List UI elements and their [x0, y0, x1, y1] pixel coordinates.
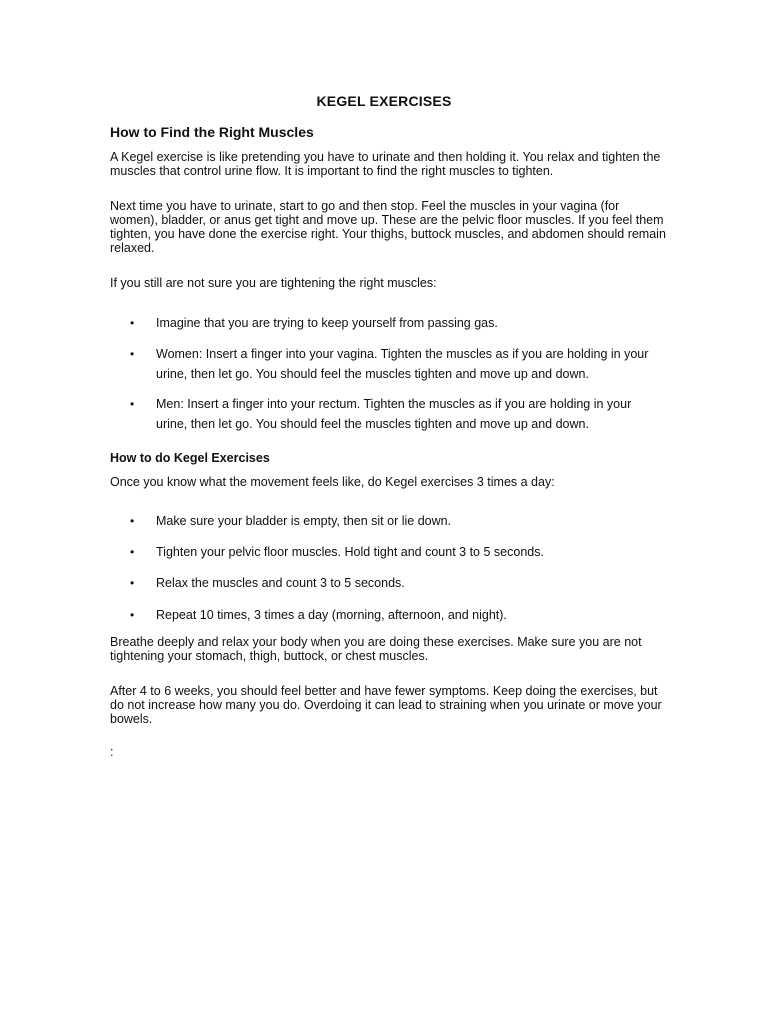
paragraph-breathe: Breathe deeply and relax your body when you are doing these exercises. Make sure you are not tightening your stomach, thigh, buttock, or chest muscles.	[110, 635, 642, 663]
list-item-text: Tighten your pelvic floor muscles. Hold tight and count 3 to 5 seconds.	[156, 545, 544, 559]
bullet-icon: •	[130, 608, 135, 622]
trailing-colon: :	[110, 745, 114, 759]
paragraph-next-time: Next time you have to urinate, start to go and then stop. Feel the muscles in your vagina (for women), bladder, or anus get tight and move up. These are the pelvic floor muscles. If you feel them tighten, you have done the exercise right. Your thighs, buttock muscles, and abdomen should remain relaxed.	[110, 199, 666, 255]
bullet-icon: •	[130, 347, 135, 361]
document-title: KEGEL EXERCISES	[316, 93, 452, 109]
list-item-text: Men: Insert a finger into your rectum. Tighten the muscles as if you are holding in your urine, then let go. You should feel the muscles tighten and move up and down.	[156, 397, 632, 431]
list-item-text: Repeat 10 times, 3 times a day (morning, afternoon, and night).	[156, 608, 507, 622]
list-item-text: Imagine that you are trying to keep yourself from passing gas.	[156, 316, 498, 330]
paragraph-intro: A Kegel exercise is like pretending you have to urinate and then holding it. You relax and tighten the muscles that control urine flow. It is important to find the right muscles to tighten.	[110, 150, 661, 178]
list-item-text: Make sure your bladder is empty, then sit or lie down.	[156, 514, 452, 528]
bullet-icon: •	[130, 397, 135, 411]
bullet-icon: •	[130, 545, 135, 559]
paragraph-not-sure: If you still are not sure you are tightening the right muscles:	[110, 276, 437, 290]
paragraph-after-weeks: After 4 to 6 weeks, you should feel better and have fewer symptoms. Keep doing the exercises, but do not increase how many you do. Overdoing it can lead to straining when you urinate or move your bowels.	[110, 684, 662, 726]
list-item-text: Relax the muscles and count 3 to 5 seconds.	[156, 576, 405, 590]
bullet-icon: •	[130, 576, 135, 590]
section-heading-how-to-do: How to do Kegel Exercises	[110, 451, 270, 465]
bullet-icon: •	[130, 514, 135, 528]
paragraph-once-you-know: Once you know what the movement feels like, do Kegel exercises 3 times a day:	[110, 475, 555, 489]
list-item-text: Women: Insert a finger into your vagina. Tighten the muscles as if you are holding in your urine, then let go. You should feel the muscles tighten and move up and down.	[156, 347, 649, 381]
bullet-icon: •	[130, 316, 135, 330]
section-heading-find-muscles: How to Find the Right Muscles	[110, 124, 314, 140]
